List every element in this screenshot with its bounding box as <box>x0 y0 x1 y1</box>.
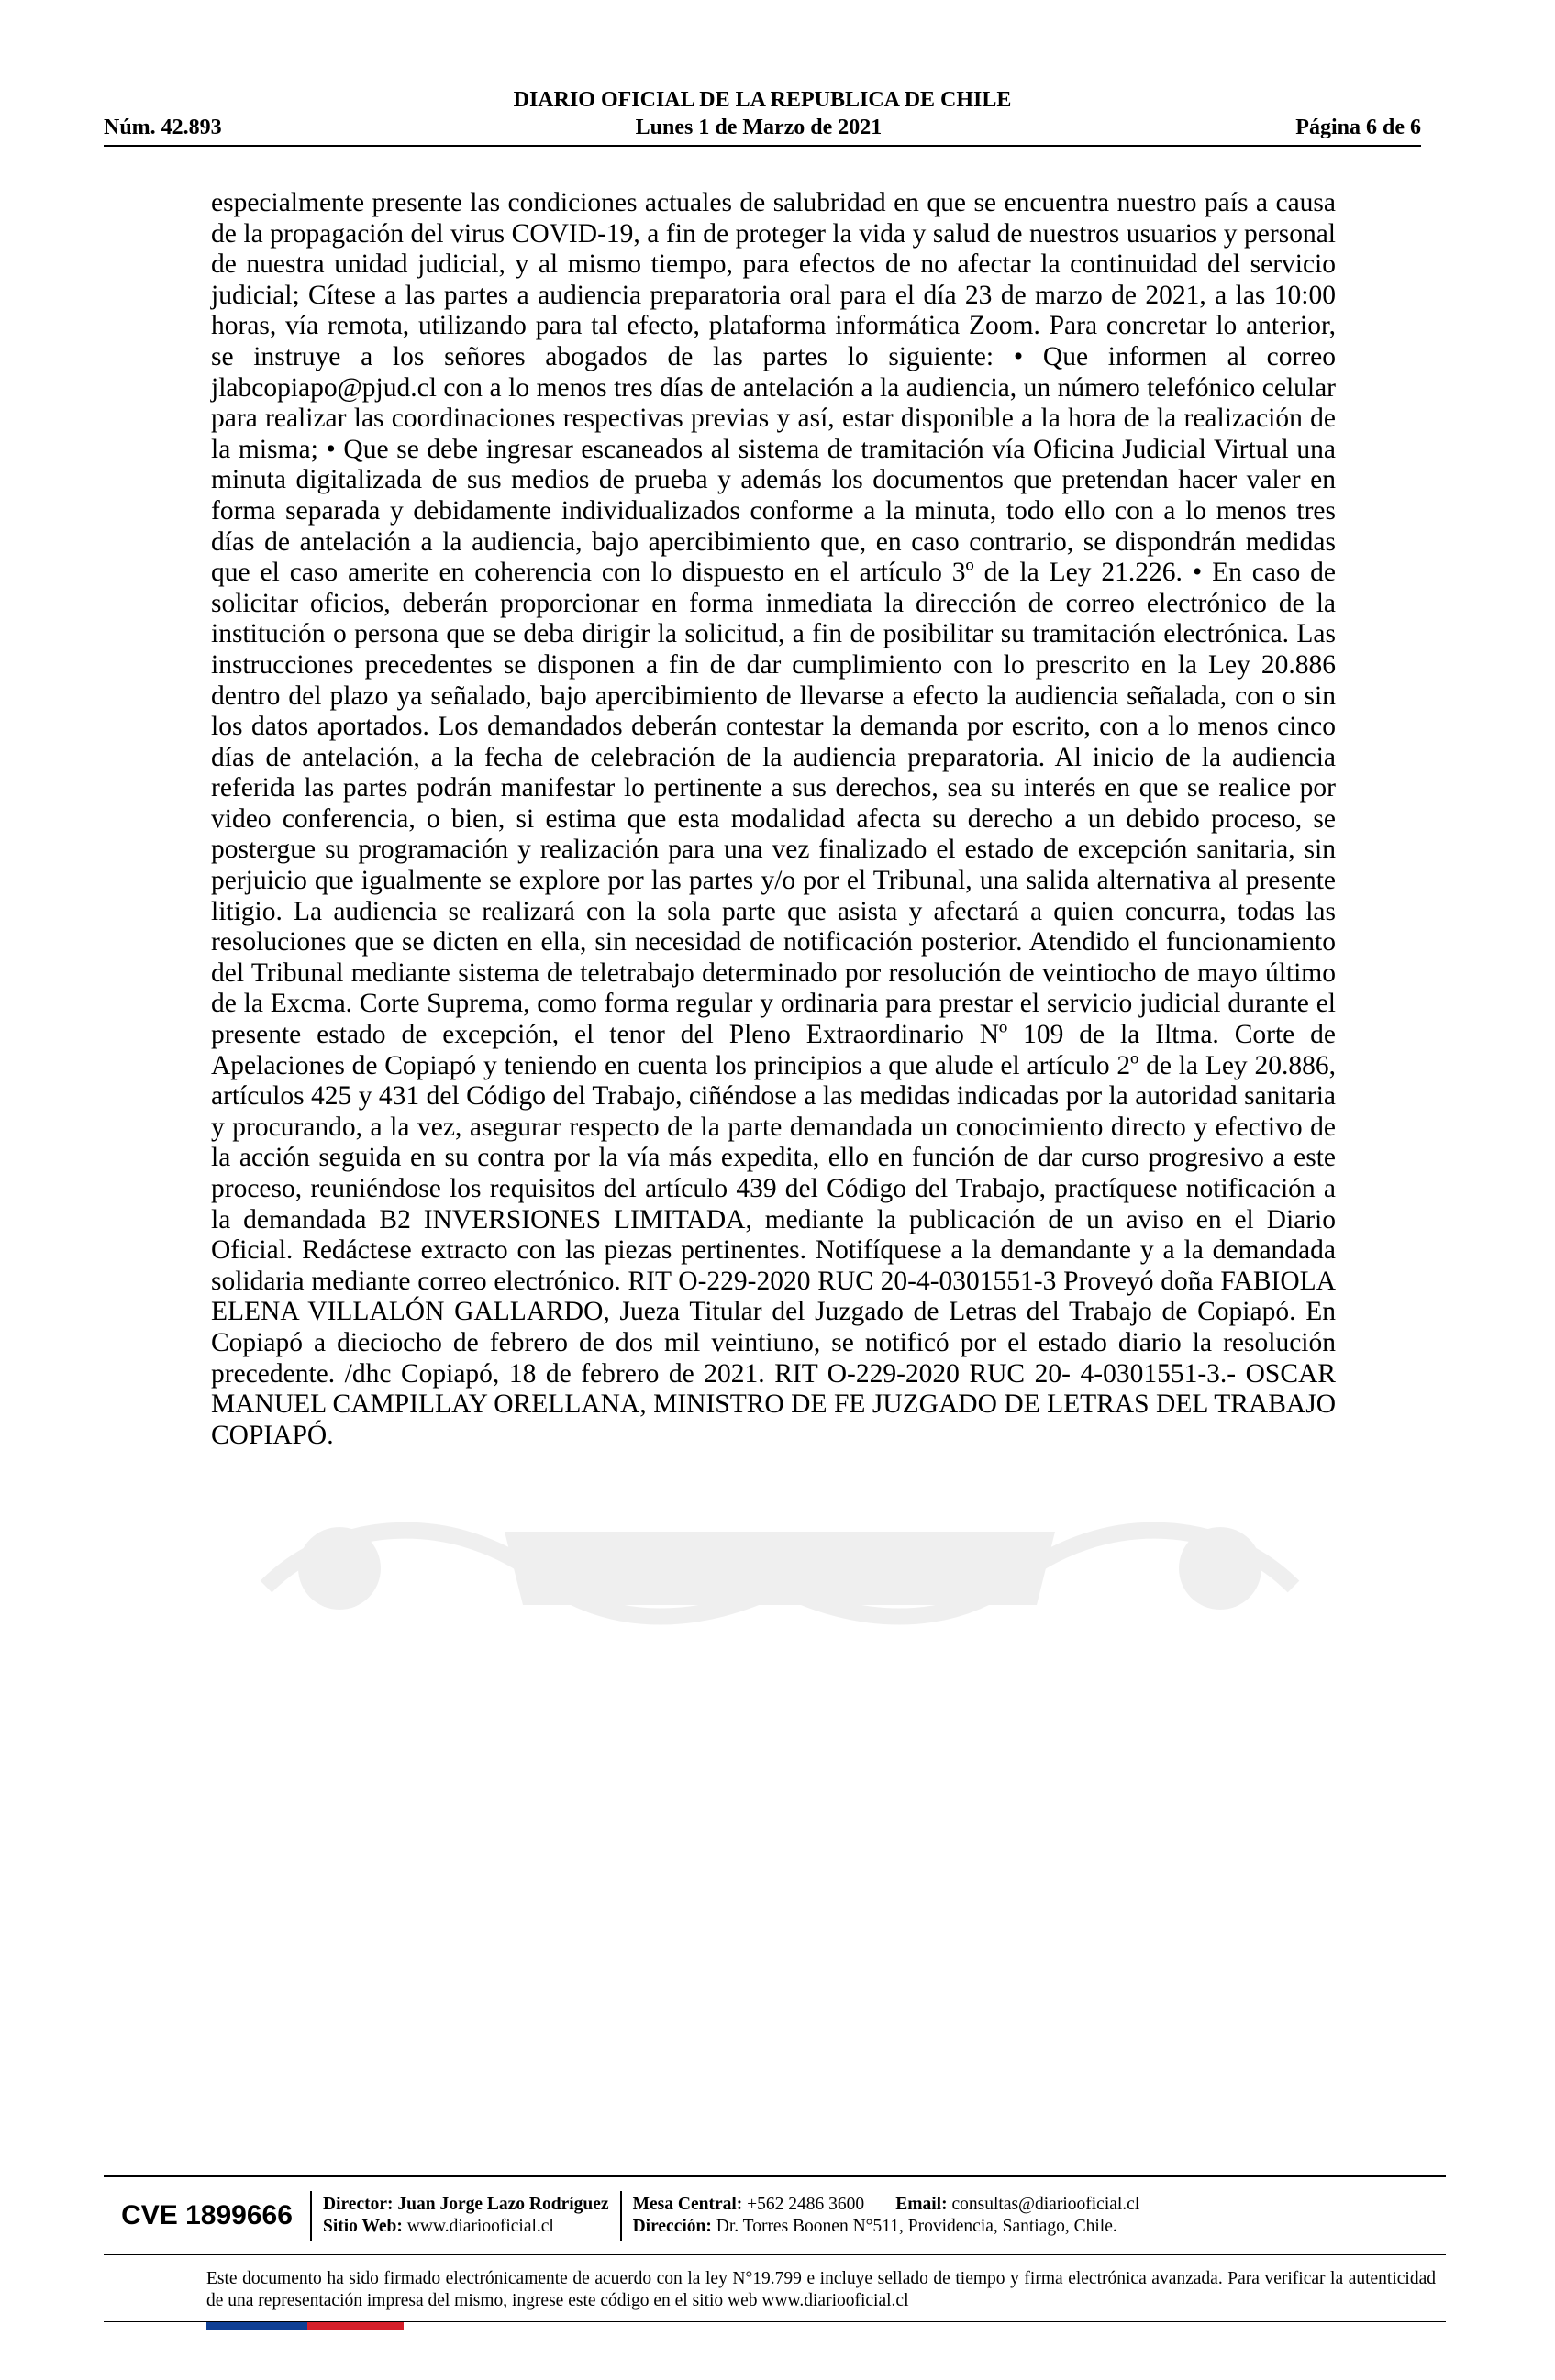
publication-title: DIARIO OFICIAL DE LA REPUBLICA DE CHILE <box>513 88 1012 112</box>
footer-info <box>104 2188 1446 2243</box>
page-footer <box>104 2175 1446 2322</box>
footer-contact-block <box>622 2194 1151 2238</box>
footer-top-rule <box>104 2175 1446 2177</box>
flag-stripe <box>206 2322 404 2330</box>
web-link[interactable]: www.diariooficial.cl <box>406 2217 554 2236</box>
web-label: Sitio Web: <box>323 2217 403 2236</box>
address-label: Dirección: <box>632 2217 712 2236</box>
director-label: Director: <box>323 2195 394 2214</box>
director-name: Juan Jorge Lazo Rodríguez <box>397 2195 609 2214</box>
footer-bottom-rule <box>104 2321 1446 2322</box>
phone-value: +562 2486 3600 <box>747 2195 865 2214</box>
cve-code: CVE 1899666 <box>121 2200 293 2231</box>
page-header <box>104 86 1421 147</box>
legal-notice: Este documento ha sido firmado electrónicamente de acuerdo con la ley N°19.799 e incluye sellado de tiempo y firma electrónica avanzada. Para verificar la autenticidad de una representación impresa del mismo, ingrese este código en el sitio web www.diariooficial.cl <box>206 2269 1436 2310</box>
email-link[interactable]: consultas@diariooficial.cl <box>951 2195 1140 2214</box>
flag-blue-segment <box>206 2322 307 2330</box>
page-number: Página 6 de 6 <box>1295 116 1421 139</box>
issue-number: Núm. 42.893 <box>104 116 222 139</box>
header-meta-row <box>104 114 1421 141</box>
flag-red-segment <box>307 2322 404 2330</box>
phone-label: Mesa Central: <box>632 2195 743 2214</box>
footer-director-block <box>312 2194 620 2238</box>
header-rule <box>104 145 1421 147</box>
email-label: Email: <box>895 2195 948 2214</box>
footer-mid-rule <box>104 2254 1446 2255</box>
address-value: Dr. Torres Boonen N°511, Providencia, Santiago, Chile. <box>716 2217 1117 2236</box>
notice-body: especialmente presente las condiciones actuales de salubridad en que se encuentra nuestro país a causa de la propagación del virus COVID-19, a fin de proteger la vida y salud de nuestros usuarios y personal de nuestra unidad judicial, y al mismo tiempo, para efectos de no afectar la continuidad del servicio judicial; Cítese a las partes a audiencia preparatoria oral para el día 23 de marzo de 2021, a las 10:00 horas, vía remota, utilizando para tal efecto, plataforma informática Zoom. Para concretar lo anterior, se instruye a los señores abogados de las partes lo siguiente: • Que informen al correo jlabcopiapo@pjud.cl con a lo menos tres días de antelación a la audiencia, un número telefónico celular para realizar las coordinaciones respectivas previas y así, estar disponible a la hora de la realización de la misma; • Que se debe ingresar escaneados al sistema de tramitación vía Oficina Judicial Virtual una minuta digitalizada de sus medios de prueba y además los documentos que pretendan hacer valer en forma separada y debidamente individualizados conforme a la minuta, todo ello con a lo menos tres días de antelación a la audiencia, bajo apercibimiento que, en caso contrario, se dispondrán medidas que el caso amerite en coherencia con lo dispuesto en el artículo 3º de la Ley 21.226. • En caso de solicitar oficios, deberán proporcionar en forma inmediata la dirección de correo electrónico de la institución o persona que se deba dirigir la solicitud, a fin de posibilitar su tramitación electrónica. Las instrucciones precedentes se disponen a fin de dar cumplimiento con lo prescrito en la Ley 20.886 dentro del plazo ya señalado, bajo apercibimiento de llevarse a efecto la audiencia señalada, con o sin los datos aportados. Los demandados deberán contestar la demanda por escrito, con a lo menos cinco días de antelación, a la fecha de celebración de la audiencia preparatoria. Al inicio de la audiencia referida las partes podrán manifestar lo pertinente a sus derechos, sea su interés en que se realice por video conferencia, o bien, si estima que esta modalidad afecta su derecho a un debido proceso, se postergue su programación y realización para una vez finalizado el estado de excepción sanitaria, sin perjuicio que igualmente se explore por las partes y/o por el Tribunal, una salida alternativa al presente litigio. La audiencia se realizará con la sola parte que asista y afectará a quien concurra, todas las resoluciones que se dicten en ella, sin necesidad de notificación posterior. Atendido el funcionamiento del Tribunal mediante sistema de teletrabajo determinado por resolución de veintiocho de mayo último de la Excma. Corte Suprema, como forma regular y ordinaria para prestar el servicio judicial durante el presente estado de excepción, el tenor del Pleno Extraordinario Nº 109 de la Iltma. Corte de Apelaciones de Copiapó y teniendo en cuenta los principios a que alude el artículo 2º de la Ley 20.886, artículos 425 y 431 del Código del Trabajo, ciñéndose a las medidas indicadas por la autoridad sanitaria y procurando, a la vez, asegurar respecto de la parte demandada un conocimiento directo y efectivo de la acción seguida en su contra por la vía más expedita, ello en función de dar curso progresivo a este proceso, reuniéndose los requisitos del artículo 439 del Código del Trabajo, practíquese notificación a la demandada B2 INVERSIONES LIMITADA, mediante la publicación de un aviso en el Diario Oficial. Redáctese extracto con las piezas pertinentes. Notifíquese a la demandante y a la demandada solidaria mediante correo electrónico. RIT O-229-2020 RUC 20-4-0301551-3 Proveyó doña FABIOLA ELENA VILLALÓN GALLARDO, Jueza Titular del Juzgado de Letras del Trabajo de Copiapó. En Copiapó a dieciocho de febrero de dos mil veintiuno, se notificó por el estado diario la resolución precedente. /dhc Copiapó, 18 de febrero de 2021. RIT O-229-2020 RUC 20- 4-0301551-3.- OSCAR MANUEL CAMPILLAY ORELLANA, MINISTRO DE FE JUZGADO DE LETRAS DEL TRABAJO COPIAPÓ. <box>211 188 1336 1450</box>
issue-date: Lunes 1 de Marzo de 2021 <box>635 116 883 139</box>
coat-of-arms-watermark <box>229 1477 1330 1660</box>
